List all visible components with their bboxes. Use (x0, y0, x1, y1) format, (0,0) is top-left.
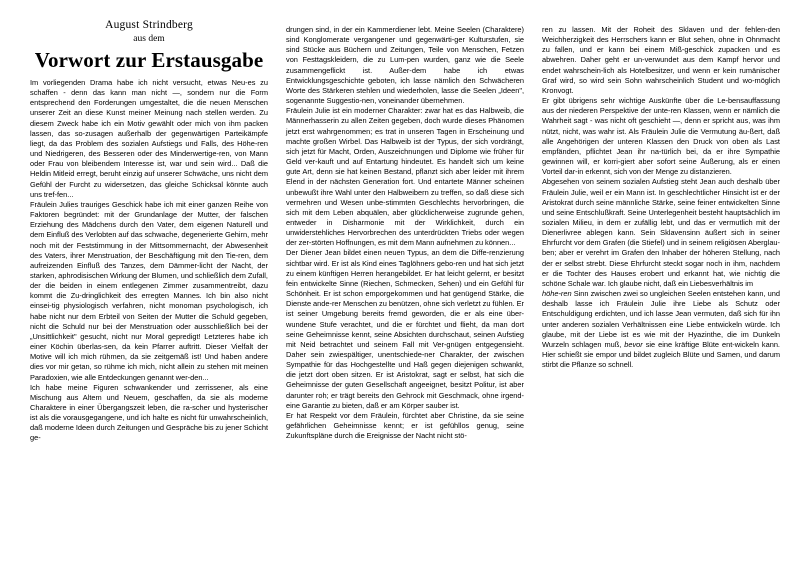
paragraph-text-post: sie eine kräftige Blüte ent-wickeln kann. Hier schießt sie empor und bildet zugleich Blüte und Samen, und darum stirbt die Pflanze so schnell. (542, 339, 780, 370)
paragraph: Abgesehen von seinem sozialen Aufstieg steht Jean auch deshalb über Fräulein Julie, weil er ein Mann ist. In geschlechtlicher Hinsicht ist er der Aristokrat durch seine männliche Stärke, seine feiner entwickelten Sinne und seine Entschlußkraft. Seine Unterlegenheit besteht hauptsächlich im sozialen Milieu, in dem er zufällig lebt, und das er vermutlich mit der Dienerlivree ablegen kann. Sein Sklavensinn äußert sich in seiner Ehrfurcht vor dem Grafen (die Stiefel) und in seinem religiösen Aberglau-ben; aber er verehrt im Grafen den Inhaber der höheren Stellung, nach der er selbst strebt. Diese Ehrfurcht steckt sogar noch in ihm, nachdem er die Tochter des Hauses erobert und erkannt hat, wie nichtig die schöne Schale war. Ich glaube nicht, daß ein Liebesverhältnis im (542, 177, 780, 288)
paragraph: Im vorliegenden Drama habe ich nicht versucht, etwas Neu-es zu schaffen - denn das kann man nicht —, sondern nur die Form entsprechend den Forderungen umgestaltet, die die neuen Menschen unserer Zeit an diese Kunst meiner Meinung nach stellen werden. Zu diesem Zweck habe ich ein Motiv gewählt oder mich von ihm packen lassen, das so-zusagen außerhalb der gegenwärtigen Parteikämpfe liegt, da das Problem des sozialen Aufstiegs und Falls, des Höhe-ren und Niedrigeren, des Besseren oder des Minderwertige-ren, von Mann oder Frau von bleibendem Interesse ist, war und sein wird... Daß die Heldin Mitleid erregt, beruht einzig auf unserer Schwäche, uns nicht dem Gefühl der Furcht zu widersetzen, das gleiche Schicksal könnte auch uns tref-fen... (30, 78, 268, 199)
paragraph: ren zu lassen. Mit der Roheit des Sklaven und der fehlen-den Weichherzigkeit des Herrschers kann er Blut sehen, ohne in Ohnmacht zu fallen, und er kann bei einem Miß-geschick zupacken und es abwehren. Daher geht er un-verwundet aus dem Kampf hervor und endet wahrschein-lich als Hotelbesitzer, und wenn er kein rumänischer Graf wird, so wird sein Sohn wahrscheinlich Student und wo-möglich Kronvogt. (542, 25, 780, 95)
paragraph: Fräulein Julies trauriges Geschick habe ich mit einer ganzen Reihe von Faktoren begründet: mit der Grundanlage der Mutter, der falschen Erziehung des Mädchens durch den Vater, dem eigenen Naturell und dem Einfluß des Verlobten auf das schwache, degenerierte Gehirn, mehr noch mit der Feststimmung in der Mittsommernacht, der Abwesenheit des Vaters, ihrer Menstruation, der Beschäftigung mit den Tie-ren, dem aufreizenden Einfluß des Tanzes, dem Dämmer-licht der Nacht, der starken, aphrodisischen Wirkung der Blumen, und schließlich dem Zufall, der die beiden in einem entlegenen Zimmer zusammentreibt, dazu kommt die Zu-dringlichkeit des erregten Mannes. Ich bin also nicht einsei-tig physiologisch verfahren, nicht monoman psychologisch, ich habe nicht nur dem Erbteil von Seiten der Mutter die Schuld gegeben, nicht die Schuld nur bei der Menstruation oder ausschließlich bei der „Unsittlichkeit" gesucht, nicht nur Moral gepredigt! Letzteres habe ich einer Köchin überlas-sen, da kein Pfarrer auftritt. Dieser Vielfalt der Motive will ich mich rühmen, da sie zeitgemäß ist! Und haben andere dies vor mir getan, so rühme ich mich, nicht allein zu stehen mit meinen Paradoxien, wie alle Entdeckungen genannt wer-den... (30, 199, 268, 382)
paragraph: Er hat Respekt vor dem Fräulein, fürchtet aber Christine, da sie seine gefährlichen Geheimnisse kennt; er ist gefühllos genug, seine Zukunftspläne durch die Ereignisse der Nacht nicht stö- (286, 410, 524, 441)
page-title: Vorwort zur Erstausgabe (34, 48, 264, 72)
paragraph: drungen sind, in der ein Kammerdiener lebt. Meine Seelen (Charaktere) sind Konglomerate vergangener und gegenwärti-ger Kulturstufen, sie sind Stücke aus Büchern und Zeitungen, Teile von Menschen, Fetzen von Festtagskleidern, die zu Lum-pen wurden, ganz wie die Seele zusammengeflickt ist. Außer-dem habe ich etwas Entwicklungsgeschichte geboten, ich lasse nämlich den Schwächeren Worte des Stärkeren stehlen und wiederholen, lasse die Seelen „Ideen", sogenannte Suggestio-nen, voneinander übernehmen. (286, 25, 524, 106)
author-name: August Strindberg (105, 19, 193, 31)
paragraph: Fräulein Julie ist ein moderner Charakter: zwar hat es das Halbweib, die Männerhasserin zu allen Zeiten gegeben, doch wurde dieses Phänomen jetzt erst wahrgenommen; es trat in unseren Tagen in Erscheinung und machte großen Wirbel. Das Halbweib ist der Typus, der sich vordrängt, sich jetzt für Macht, Orden, Auszeichnungen und Diplome wie früher für Geld ver-kauft und auf Entartung hindeutet. Es handelt sich um keine gute Art, denn sie hat keinen Bestand, pflanzt sich aber leider mit ihrem Elend in der nächsten Generation fort. Und entartete Männer scheinen unbewußt ihre Wahl unter den Halbweibern zu treffen, so daß diese sich vermehren und Wesen unbe-stimmten Geschlechts hervorbringen, die sich mit dem Leben abquälen, aber glücklicherweise zugrunde gehen, entweder in Disharmonie mit der Wirklichkeit, durch ein unwiderstehliches Hervorbrechen des unterdrückten Triebs oder wegen der zer-störten Hoffnungen, es mit dem Mann aufnehmen zu können... (286, 106, 524, 248)
text-column-2 (286, 0, 524, 566)
paragraph: Ich habe meine Figuren schwankender und zerrissener, als eine Mischung aus Altem und Neuem, geschaffen, da sie als moderne Charaktere in einer Übergangszeit leben, die ra-scher und hysterischer ist als die vorausgegangene, und ich halte es nicht für unwahrscheinlich, daß moderne Ideen durch Zeitungen und Gespräche bis zu jener Schicht ge- (30, 382, 268, 443)
paragraph-with-emphasis (542, 289, 780, 370)
text-column-3 (542, 0, 780, 566)
title-block (30, 18, 268, 73)
emphasis-bevor: bevor (624, 339, 643, 349)
subtitle-line: aus dem (133, 34, 165, 44)
paragraph: Der Diener Jean bildet einen neuen Typus, an dem die Diffe-renzierung sichtbar wird. Er ist als Kind eines Taglöhners gebo-ren und hat sich jetzt zu einem künftigen Herren herangebildet. Er hat leicht gelernt, er besitzt fein entwickelte Sinne (Riechen, Schmecken, Sehen) und ein Gefühl für Schönheit. Er ist schon emporgekommen und hat genügend Stärke, die Dienste ande-rer Menschen zu benützen, ohne sich verletzt zu fühlen. Er ist seiner Umgebung bereits fremd geworden, die er als eine über-wundene Stufe verachtet, und die er fürchtet und flieht, da man dort seine Geheimnisse kennt, seine Absichten durchschaut, seinen Aufstieg mit Neid betrachtet und seinem Fall mit Ver-gnügen entgegensieht. Daher sein zwiespältiger, unentschiede-ner Charakter, der zwischen Sympathie für das Hochgestellte und Haß gegen diejenigen schwankt, die jetzt dort oben sitzen. Er ist Aristokrat, sagt er selbst, hat sich die Geheimnisse der guten Gesellschaft angeeignet, besitzt Politur, ist aber darunter roh; er trägt bereits den Gehrock mit Geschmack, ohne irgend-eine Garantie zu bieten, daß er am Körper sauber ist. (286, 248, 524, 410)
text-column-1 (30, 0, 268, 566)
emphasis-hoeheren: höhe-ren (542, 289, 572, 299)
three-column-layout (30, 0, 780, 566)
paragraph: Er gibt übrigens sehr wichtige Auskünfte über die Le-bensauffassung aus der niederen Perspektive der unte-ren Klassen, wenn er nämlich die Wahrheit sagt - was nicht oft geschieht —, denn er spricht aus, was ihm nützt, nicht, was wahr ist. Als Fräulein Julie die Vermutung äu-ßert, daß alle Angehörigen der unteren Klassen den Druck von oben als Last empfänden, pflichtet Jean ihr na-türlich bei, da er ihre Sympathie gewinnen will, er korri-giert aber sofort seine Äußerung, als er einen Vorteil dar-in erkennt, sich von der Menge zu distanzieren. (542, 96, 780, 177)
paragraph-text-mid: Sinn zwischen zwei so ungleichen Seelen entstehen kann, und deshalb lasse ich Fräulein Julie ihre Liebe als Schutz oder Entschuldigung erdichten, und ich lasse Jean vermuten, daß sich für ihn unter anderen sozialen Verhältnissen eine Liebe entwickeln würde. Ich glaube, mit der Liebe ist es wie mit der Hyazinthe, die im Dunkeln Wurzeln schlagen muß, (542, 289, 780, 349)
